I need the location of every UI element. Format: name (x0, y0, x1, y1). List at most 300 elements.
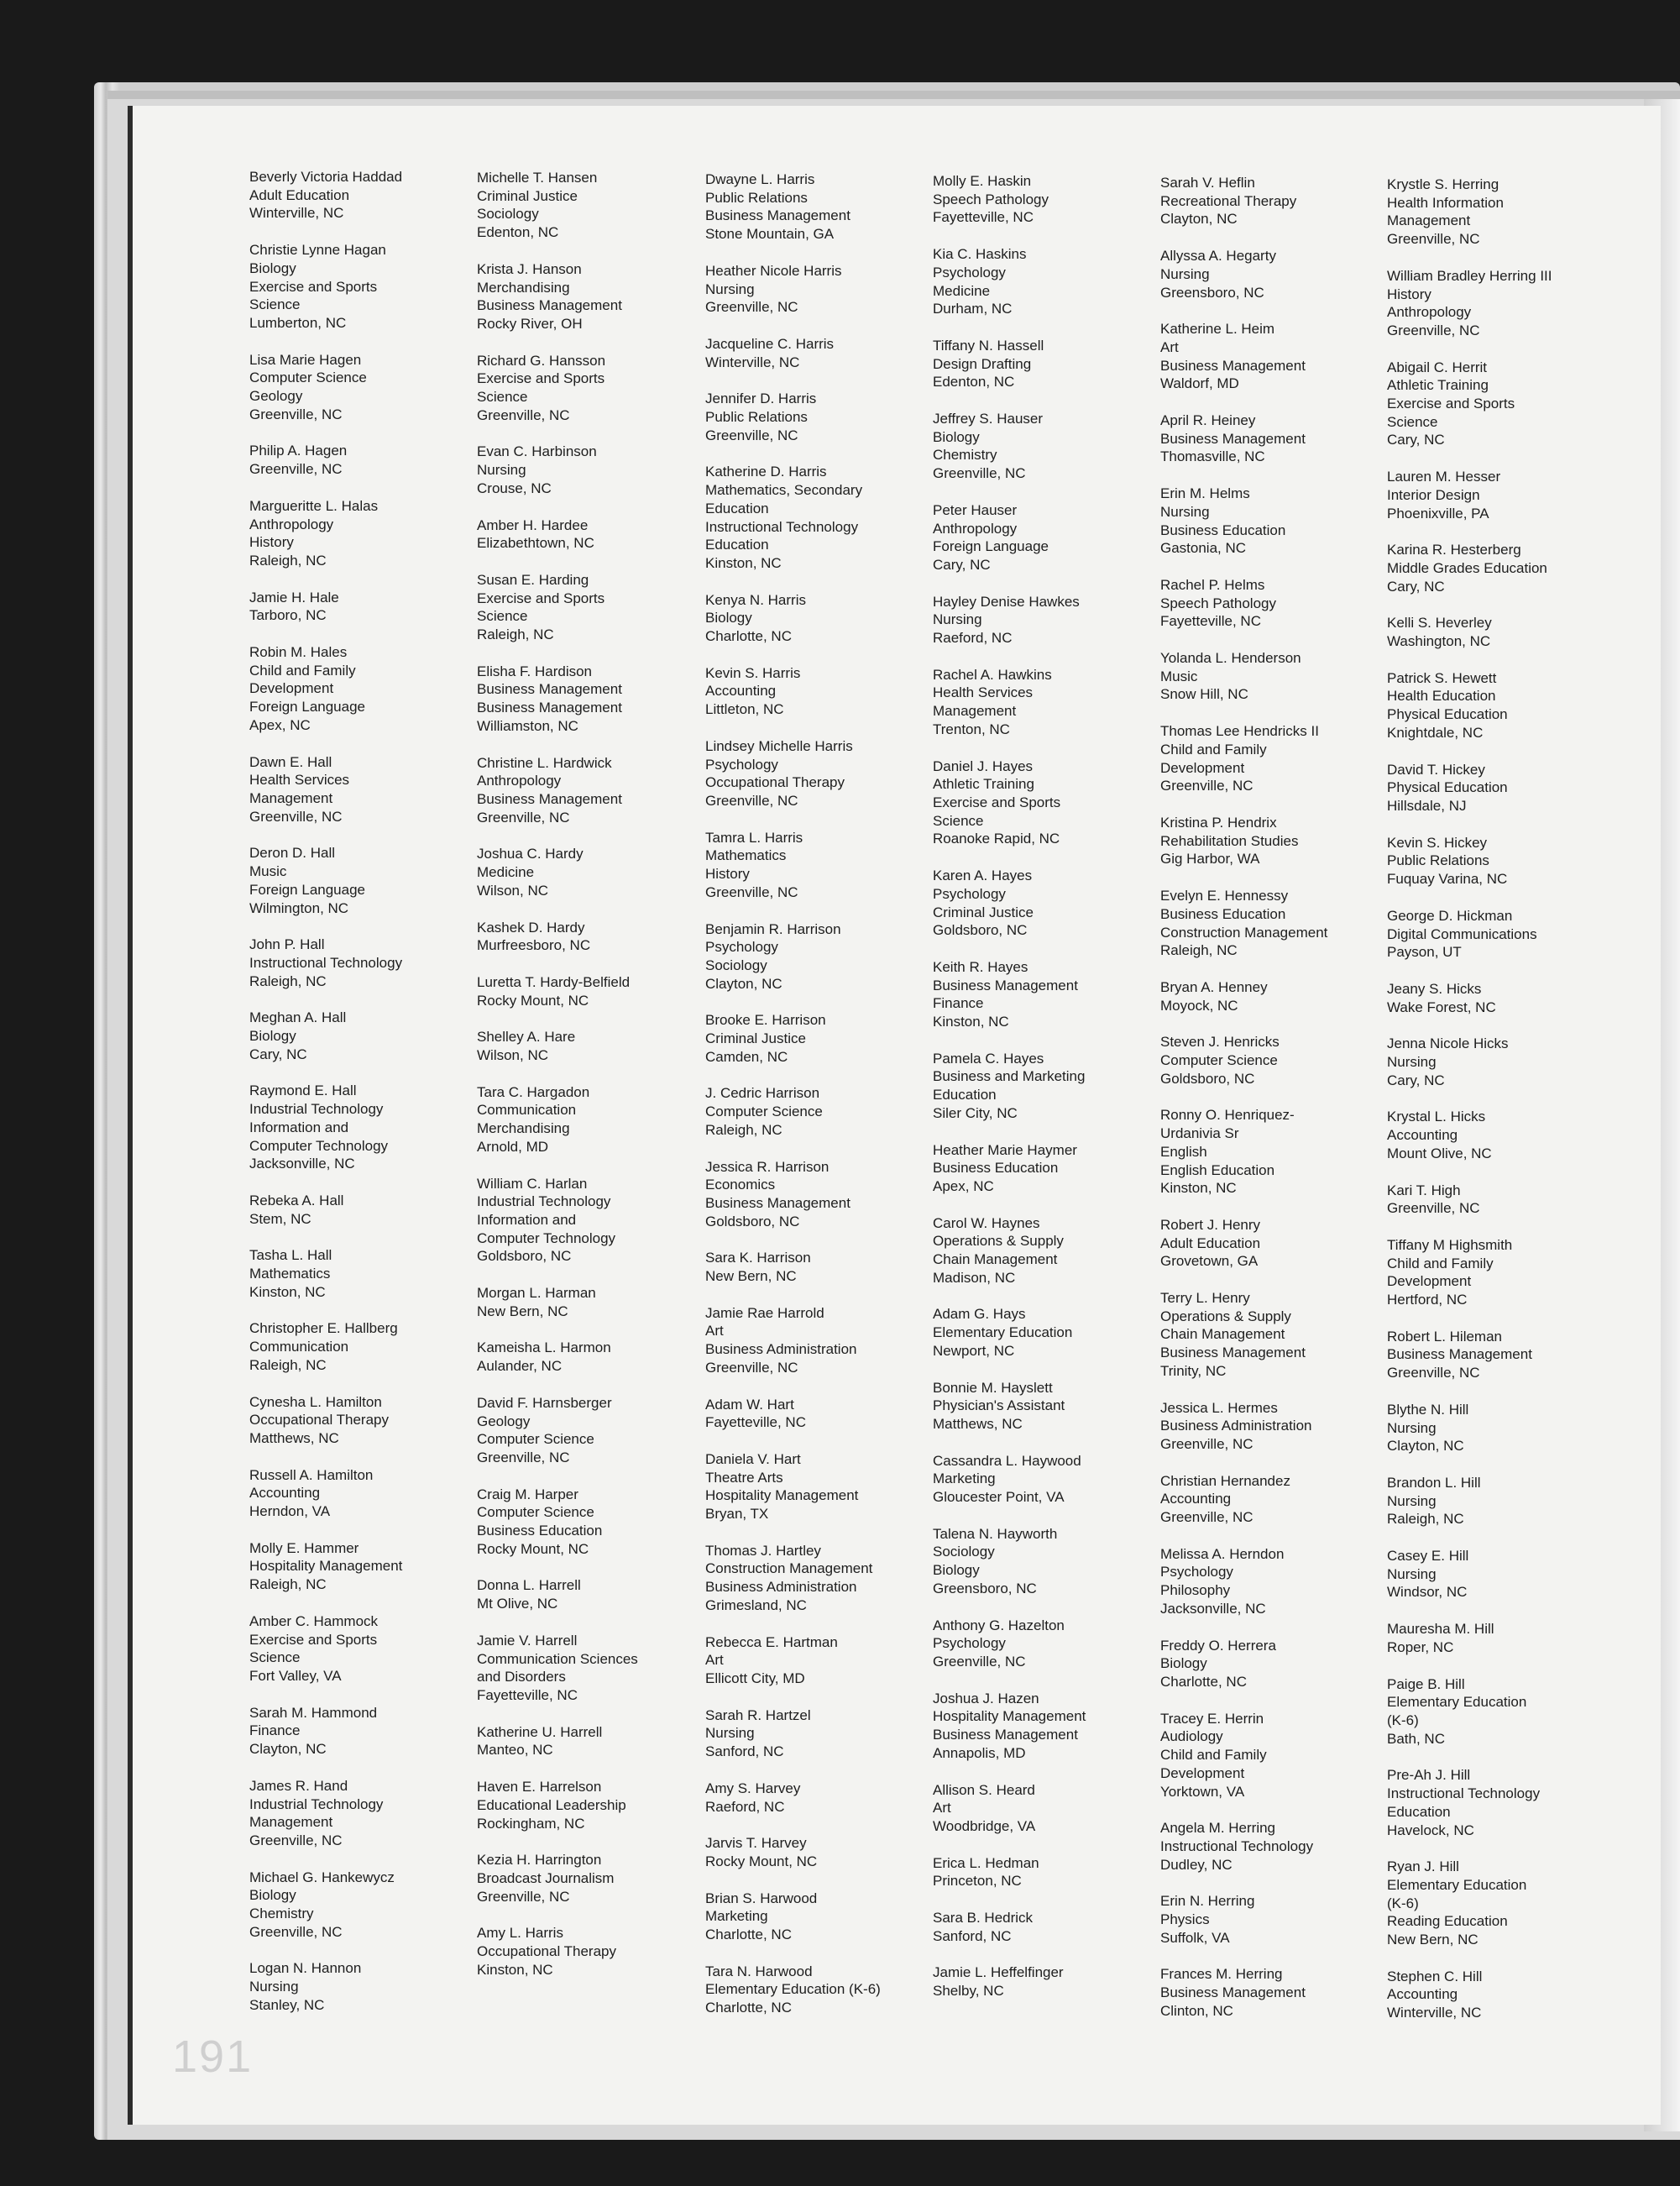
student-major: Accounting (705, 683, 777, 700)
student-name: Katherine D. Harris (705, 464, 827, 480)
student-entry (249, 1704, 472, 1759)
student-name: Casey E. Hill (1387, 1548, 1469, 1565)
student-entry (249, 1009, 472, 1063)
student-major: Theatre Arts (705, 1469, 783, 1486)
student-entry (477, 443, 699, 497)
student-hometown: Suffolk, VA (1160, 1929, 1230, 1946)
student-major: Hospitality Management (933, 1708, 1086, 1725)
student-major: Nursing (1387, 1054, 1437, 1071)
student-entry (477, 1083, 699, 1156)
student-major: Instructional Technology (1160, 1837, 1314, 1854)
student-entry (249, 497, 472, 570)
student-entry (1160, 576, 1383, 631)
student-entry (249, 1539, 472, 1594)
student-major: Child and Family (1160, 741, 1267, 757)
student-major: Marketing (933, 1470, 996, 1487)
student-name: Michelle T. Hansen (477, 170, 598, 186)
student-name: Christopher E. Hallberg (249, 1320, 398, 1337)
student-hometown: Grimesland, NC (705, 1596, 807, 1613)
student-hometown: Greenville, NC (705, 427, 798, 443)
student-name: Joshua C. Hardy (477, 846, 584, 862)
student-entry (1387, 1968, 1609, 2022)
student-major: Public Relations (1387, 852, 1489, 869)
student-major: Exercise and Sports (477, 590, 605, 606)
student-name: Blythe N. Hill (1387, 1401, 1469, 1418)
student-major: Business Management (1160, 1984, 1306, 2001)
student-major: Accounting (1387, 1127, 1458, 1144)
student-major: Science (477, 389, 528, 406)
student-major: Chain Management (1160, 1326, 1285, 1343)
student-name: John P. Hall (249, 936, 325, 953)
student-entry (1387, 1766, 1609, 1839)
student-major: Physical Education (1387, 779, 1508, 796)
student-entry (705, 664, 928, 719)
student-hometown: Winterville, NC (1387, 2005, 1482, 2021)
student-hometown: Goldsboro, NC (933, 922, 1028, 939)
student-major: Athletic Training (933, 776, 1034, 793)
student-hometown: Winterville, NC (705, 354, 800, 370)
student-name: Heather Nicole Harris (705, 262, 842, 279)
student-hometown: Fayetteville, NC (1160, 613, 1261, 630)
student-major: Music (249, 863, 287, 880)
student-major: Speech Pathology (1160, 595, 1276, 611)
student-name: Robert J. Henry (1160, 1216, 1261, 1233)
student-hometown: Greenville, NC (477, 809, 570, 826)
student-entry (705, 335, 928, 371)
student-entry (477, 663, 699, 736)
student-entry (1387, 1108, 1609, 1162)
student-name: Pamela C. Hayes (933, 1050, 1044, 1067)
student-major: Foreign Language (249, 699, 366, 716)
student-major: Business Management (1160, 1345, 1306, 1361)
student-entry (705, 737, 928, 810)
student-major: Biology (933, 428, 980, 445)
student-hometown: Stone Mountain, GA (705, 226, 835, 243)
student-name: Tamra L. Harris (705, 829, 803, 846)
student-major: Adult Education (1160, 1235, 1261, 1251)
student-major: Psychology (933, 264, 1006, 280)
student-name: Anthony G. Hazelton (933, 1617, 1065, 1633)
student-entry (933, 757, 1155, 849)
student-major: Management (933, 703, 1017, 720)
student-major: Accounting (1160, 1491, 1232, 1507)
student-major: Recreational Therapy (1160, 192, 1297, 209)
student-entry (249, 1869, 472, 1942)
student-major: Nursing (705, 280, 755, 297)
student-entry (1160, 722, 1383, 795)
student-hometown: Rocky Mount, NC (477, 992, 589, 1009)
student-entry (1387, 176, 1609, 249)
student-entry (477, 973, 699, 1009)
student-major: Science (1387, 413, 1438, 430)
student-hometown: Sanford, NC (933, 1927, 1012, 1944)
student-entry (249, 844, 472, 917)
student-major: Hospitality Management (249, 1558, 403, 1575)
student-hometown: Payson, UT (1387, 944, 1462, 961)
student-entry (933, 593, 1155, 647)
student-hometown: Greenville, NC (1387, 322, 1480, 338)
student-hometown: Arnold, MD (477, 1138, 549, 1155)
student-hometown: Jacksonville, NC (249, 1156, 355, 1172)
student-hometown: Mount Olive, NC (1387, 1145, 1492, 1161)
student-major: Science (933, 812, 984, 829)
student-major: Criminal Justice (477, 187, 578, 204)
student-major: Mathematics (705, 847, 787, 864)
student-name: Kenya N. Harris (705, 591, 806, 608)
student-hometown: Apex, NC (249, 716, 311, 733)
student-major: Elementary Education (K-6) (705, 1981, 881, 1998)
student-major: Criminal Justice (933, 904, 1034, 920)
student-major: Business Management (705, 1194, 850, 1211)
student-entry (1387, 1182, 1609, 1218)
student-major: Business Administration (705, 1341, 857, 1358)
student-hometown: Roanoke Rapid, NC (933, 831, 1060, 847)
student-name: Jamie Rae Harrold (705, 1304, 824, 1321)
student-name: Kari T. High (1387, 1182, 1461, 1198)
student-hometown: Greenville, NC (1387, 1200, 1480, 1217)
student-major: (K-6) (1387, 1712, 1419, 1728)
student-hometown: Greenville, NC (477, 1888, 570, 1905)
student-entry (1387, 1675, 1609, 1748)
student-hometown: Raleigh, NC (1160, 942, 1238, 959)
student-entry (1160, 247, 1383, 301)
student-name: Logan N. Hannon (249, 1960, 362, 1977)
student-major: Business Management (1387, 1346, 1532, 1363)
student-major: Exercise and Sports (933, 794, 1061, 810)
student-entry (705, 1633, 928, 1688)
student-name: Kelli S. Heverley (1387, 615, 1492, 632)
student-name: Sara K. Harrison (705, 1250, 811, 1266)
student-hometown: Woodbridge, VA (933, 1817, 1036, 1834)
student-entry (249, 1082, 472, 1173)
student-name: Krystal L. Hicks (1387, 1109, 1486, 1125)
student-entry (933, 867, 1155, 940)
student-major: Business Management (477, 681, 622, 698)
student-hometown: Raleigh, NC (249, 1356, 327, 1373)
student-entry (1160, 1892, 1383, 1947)
student-hometown: Fayetteville, NC (933, 209, 1034, 226)
student-entry (933, 1617, 1155, 1671)
student-major: Rehabilitation Studies (1160, 832, 1299, 849)
student-major: Biology (1160, 1655, 1207, 1672)
student-major: Information and (249, 1119, 349, 1135)
student-name: Amy L. Harris (477, 1925, 563, 1942)
student-hometown: Princeton, NC (933, 1873, 1022, 1890)
student-major: Science (477, 608, 528, 625)
student-name: J. Cedric Harrison (705, 1085, 820, 1102)
student-hometown: Lumberton, NC (249, 314, 347, 331)
student-major: Geology (249, 388, 303, 405)
student-major: History (249, 534, 294, 551)
student-major: Nursing (477, 462, 526, 479)
student-major: Business Management (1160, 357, 1306, 374)
student-hometown: New Bern, NC (1387, 1932, 1479, 1948)
student-major: Anthropology (477, 773, 562, 789)
directory-column-3 (705, 170, 928, 2036)
student-hometown: Shelby, NC (933, 1983, 1004, 2000)
student-major: Industrial Technology (249, 1101, 384, 1118)
student-hometown: Aulander, NC (477, 1358, 563, 1375)
student-entry (1160, 887, 1383, 960)
student-name: Sarah M. Hammond (249, 1704, 378, 1721)
student-entry (705, 1011, 928, 1066)
student-hometown: Cary, NC (1387, 432, 1445, 448)
student-name: Kezia H. Harrington (477, 1852, 602, 1869)
student-hometown: Greenville, NC (477, 406, 570, 423)
student-hometown: Clayton, NC (1387, 1438, 1464, 1455)
student-entry (933, 1909, 1155, 1945)
student-major: Art (705, 1323, 724, 1339)
student-name: Yolanda L. Henderson (1160, 650, 1301, 667)
student-hometown: Stem, NC (249, 1210, 311, 1227)
student-name: Thomas Lee Hendricks II (1160, 723, 1319, 740)
student-major: Medicine (477, 864, 535, 881)
student-name: Bonnie M. Hayslett (933, 1379, 1053, 1396)
student-major: Health Information (1387, 194, 1504, 211)
student-entry (1160, 1106, 1383, 1198)
student-name: Philip A. Hagen (249, 443, 348, 459)
student-name: Jamie V. Harrell (477, 1632, 578, 1649)
student-entry (1160, 412, 1383, 466)
student-entry (705, 1249, 928, 1285)
student-major: Psychology (705, 756, 778, 773)
student-hometown: Annapolis, MD (933, 1744, 1026, 1761)
student-entry (1160, 485, 1383, 558)
student-hometown: Clayton, NC (249, 1741, 327, 1758)
student-hometown: Elizabethtown, NC (477, 535, 594, 552)
student-entry (705, 1834, 928, 1870)
student-hometown: Greenville, NC (249, 808, 343, 825)
student-name: Kevin S. Harris (705, 664, 801, 681)
student-major: Elementary Education (933, 1324, 1073, 1341)
student-name: Lindsey Michelle Harris (705, 737, 853, 754)
student-entry (1387, 267, 1609, 340)
student-name: Russell A. Hamilton (249, 1466, 374, 1483)
student-name: Jenna Nicole Hicks (1387, 1035, 1509, 1052)
student-major: Business Education (1160, 905, 1286, 922)
student-major: Public Relations (705, 189, 808, 206)
student-major: Merchandising (477, 279, 570, 296)
student-entry (705, 920, 928, 993)
student-entry (1160, 649, 1383, 704)
student-name: Kevin S. Hickey (1387, 834, 1488, 851)
student-major: Development (1160, 1764, 1245, 1781)
student-major: Development (1160, 759, 1245, 776)
student-name: Daniela V. Hart (705, 1450, 801, 1467)
student-major: Digital Communications (1387, 925, 1537, 942)
student-entry (933, 1214, 1155, 1287)
student-major: Business Education (933, 1160, 1059, 1177)
student-major: Exercise and Sports (477, 370, 605, 387)
student-hometown: Rocky River, OH (477, 315, 583, 332)
student-major: Science (249, 296, 301, 313)
student-entry (705, 591, 928, 646)
student-major: Child and Family (1387, 1255, 1494, 1271)
student-name: Deron D. Hall (249, 845, 336, 862)
student-major: Physical Education (1387, 706, 1508, 723)
student-major: Science (249, 1649, 301, 1666)
student-hometown: Clayton, NC (1160, 211, 1238, 228)
student-name: Frances M. Herring (1160, 1966, 1283, 1983)
student-hometown: New Bern, NC (705, 1268, 797, 1285)
student-entry (1160, 320, 1383, 393)
student-major: Merchandising (477, 1120, 570, 1137)
directory-column-4 (933, 172, 1155, 2019)
student-major: History (705, 866, 750, 883)
student-major: English (1160, 1143, 1207, 1160)
student-entry (705, 1780, 928, 1816)
student-major: Industrial Technology (477, 1193, 611, 1210)
student-entry (1160, 1637, 1383, 1691)
student-entry (477, 1284, 699, 1320)
student-major: Computer Science (477, 1504, 594, 1521)
student-name: Paige B. Hill (1387, 1675, 1465, 1692)
student-name: Christie Lynne Hagan (249, 242, 386, 259)
student-major: Instructional Technology (705, 518, 859, 535)
student-name: Jessica L. Hermes (1160, 1399, 1278, 1416)
page-number: 191 (172, 2031, 254, 2082)
student-major: Computer Science (477, 1431, 594, 1448)
student-name: William C. Harlan (477, 1175, 588, 1192)
student-major: Nursing (1160, 503, 1210, 520)
student-name: Jamie L. Heffelfinger (933, 1964, 1064, 1981)
student-major: Nursing (1387, 1419, 1437, 1436)
student-entry (1387, 1547, 1609, 1601)
student-hometown: Kinston, NC (249, 1283, 326, 1300)
student-hometown: Greenville, NC (477, 1449, 570, 1465)
student-hometown: Murfreesboro, NC (477, 937, 591, 954)
student-entry (477, 1851, 699, 1906)
student-hometown: Greenville, NC (1387, 231, 1480, 248)
student-hometown: Stanley, NC (249, 1996, 325, 2013)
student-entry (477, 516, 699, 553)
student-hometown: Greenville, NC (705, 792, 798, 809)
student-name: Heather Marie Haymer (933, 1141, 1077, 1158)
student-entry (1387, 1858, 1609, 1949)
student-major: Management (249, 789, 333, 806)
student-name: Joshua J. Hazen (933, 1690, 1039, 1706)
student-major: Mathematics (249, 1266, 331, 1282)
student-hometown: Greenville, NC (705, 883, 798, 900)
student-hometown: Fort Valley, VA (249, 1668, 342, 1684)
student-hometown: Raleigh, NC (249, 972, 327, 989)
student-hometown: Raleigh, NC (1387, 1511, 1464, 1528)
student-name: Talena N. Hayworth (933, 1525, 1058, 1542)
student-name: Katherine U. Harrell (477, 1723, 603, 1740)
student-name: William Bradley Herring III (1387, 267, 1552, 284)
student-name: David F. Harnsberger (477, 1394, 612, 1411)
student-entry (249, 1319, 472, 1374)
student-hometown: Washington, NC (1387, 633, 1491, 650)
student-major: Chain Management (933, 1251, 1058, 1268)
student-entry (1160, 1289, 1383, 1381)
student-hometown: Camden, NC (705, 1048, 788, 1065)
student-entry (1387, 761, 1609, 815)
student-entry (249, 936, 472, 990)
student-hometown: Kinston, NC (705, 554, 782, 571)
student-entry (477, 1924, 699, 1979)
student-major: Occupational Therapy (249, 1412, 390, 1429)
student-name: Michael G. Hankewycz (249, 1869, 395, 1885)
student-name: Rebeka A. Hall (249, 1192, 344, 1208)
student-name: Tiffany M Highsmith (1387, 1236, 1513, 1253)
student-hometown: Windsor, NC (1387, 1584, 1468, 1601)
student-name: Katherine L. Heim (1160, 321, 1275, 338)
student-hometown: Edenton, NC (933, 374, 1015, 391)
student-hometown: Greenville, NC (933, 465, 1026, 482)
student-hometown: Hertford, NC (1387, 1292, 1468, 1308)
student-major: Exercise and Sports (249, 1631, 378, 1648)
student-hometown: Greenville, NC (1160, 778, 1253, 794)
student-entry (705, 829, 928, 902)
student-major: Education (1387, 1803, 1451, 1820)
student-hometown: Manteo, NC (477, 1742, 553, 1759)
student-entry (705, 262, 928, 317)
student-major: Nursing (1387, 1492, 1437, 1509)
student-entry (477, 1576, 699, 1612)
student-name: Cynesha L. Hamilton (249, 1393, 382, 1410)
student-name: Brian S. Harwood (705, 1890, 818, 1906)
student-major: Instructional Technology (1387, 1785, 1541, 1802)
student-major: Business Administration (705, 1579, 857, 1596)
student-name: Jacqueline C. Harris (705, 335, 835, 352)
student-entry (933, 501, 1155, 574)
student-name: Stephen C. Hill (1387, 1968, 1483, 1984)
student-major: Physician's Assistant (933, 1397, 1065, 1414)
student-entry (249, 1612, 472, 1685)
student-hometown: Goldsboro, NC (705, 1213, 800, 1229)
student-major: Psychology (933, 885, 1006, 902)
student-major: Child and Family (249, 662, 356, 679)
student-name: James R. Hand (249, 1777, 348, 1794)
student-major: Business Management (477, 297, 622, 314)
student-name: Karina R. Hesterberg (1387, 542, 1521, 558)
student-name: Craig M. Harper (477, 1486, 578, 1502)
student-name: Elisha F. Hardison (477, 663, 593, 679)
student-entry (1160, 978, 1383, 1014)
student-hometown: Siler City, NC (933, 1104, 1018, 1121)
student-name: Lauren M. Hesser (1387, 469, 1501, 485)
student-major: Music (1160, 668, 1198, 684)
student-entry (933, 1379, 1155, 1434)
student-major: Foreign Language (933, 538, 1049, 555)
student-major: Exercise and Sports (249, 278, 378, 295)
student-name: Molly E. Haskin (933, 173, 1032, 189)
student-entry (705, 1158, 928, 1231)
student-name: Tara C. Hargadon (477, 1083, 590, 1100)
student-hometown: Raleigh, NC (705, 1121, 782, 1138)
student-major: Medicine (933, 282, 991, 299)
student-name: Steven J. Henricks (1160, 1034, 1280, 1051)
directory-column-2 (477, 169, 699, 1997)
student-entry (1387, 980, 1609, 1016)
student-entry (1387, 1328, 1609, 1382)
student-major: Business Management (705, 207, 850, 224)
student-major: Computer Technology (249, 1137, 389, 1154)
student-hometown: Fuquay Varina, NC (1387, 871, 1508, 888)
student-hometown: Williamston, NC (477, 717, 578, 734)
student-hometown: Hillsdale, NJ (1387, 797, 1467, 814)
student-hometown: Greensboro, NC (933, 1580, 1037, 1596)
student-entry (477, 1486, 699, 1559)
student-name: Amber C. Hammock (249, 1612, 379, 1629)
student-entry (1387, 907, 1609, 962)
student-major: Business Management (477, 700, 622, 716)
student-major: Elementary Education (1387, 1876, 1527, 1893)
student-entry (933, 1854, 1155, 1890)
student-name: Jamie H. Hale (249, 589, 339, 605)
student-entry (477, 1632, 699, 1705)
